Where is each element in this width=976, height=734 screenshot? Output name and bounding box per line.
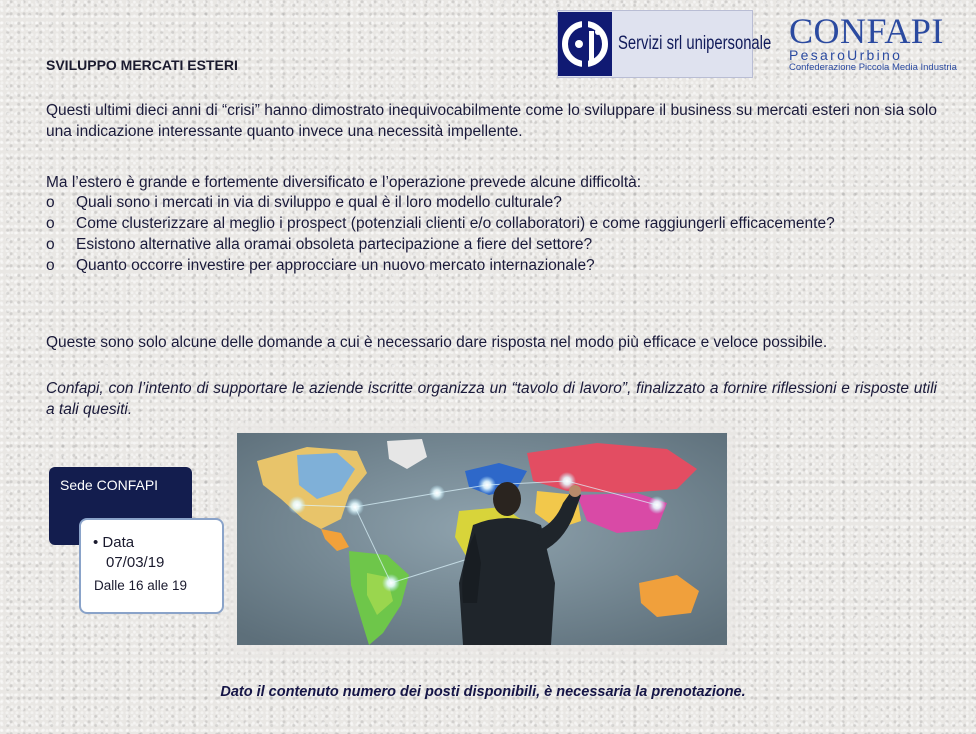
question-text: Come clusterizzare al meglio i prospect (potenziali clienti e/o collaboratori) e come raggiungerli efficacemente? [76, 215, 835, 232]
location-label: Sede CONFAPI [60, 477, 159, 493]
servizi-mark-icon [558, 12, 612, 76]
servizi-logo-text: Servizi srl unipersonale [618, 33, 772, 54]
list-item [46, 213, 937, 234]
questions-list [46, 192, 937, 276]
lead-paragraph: Ma l’estero è grande e fortemente diversificato e l’operazione prevede alcune difficoltà: [46, 174, 642, 191]
bullet-icon: o [46, 236, 55, 253]
confapi-paragraph: Confapi, con l’intento di supportare le aziende iscritte organizza un “tavolo di lavoro”, finalizzato a fornire riflessioni e risposte utili a tali quesiti. [46, 380, 937, 418]
list-item [46, 192, 937, 213]
bullet-icon: o [46, 257, 55, 274]
bullet-icon: o [46, 194, 55, 211]
confapi-logo-desc: Confederazione Piccola Media Industria [789, 62, 957, 73]
question-text: Quali sono i mercati in via di sviluppo e qual è il loro modello culturale? [76, 194, 562, 211]
confapi-logo-name: CONFAPI [789, 11, 944, 51]
date-label: • Data [93, 534, 135, 551]
date-box [79, 518, 224, 614]
closing-paragraph: Queste sono solo alcune delle domande a cui è necessario dare risposta nel modo più efficace e veloce possibile. [46, 334, 828, 351]
reservation-note: Dato il contenuto numero dei posti disponibili, è necessaria la prenotazione. [220, 684, 746, 700]
intro-paragraph: Questi ultimi dieci anni di “crisi” hanno dimostrato inequivocabilmente come lo sviluppare il business su mercati esteri non sia solo una indicazione interessante quanto invece una necessità impellente. [46, 102, 937, 140]
question-text: Quanto occorre investire per approcciare un nuovo mercato internazionale? [76, 257, 595, 274]
page-title: SVILUPPO MERCATI ESTERI [46, 57, 238, 73]
confapi-logo-sub: PesaroUrbino [789, 47, 903, 63]
world-map-image [237, 433, 727, 645]
list-item [46, 234, 937, 255]
bullet-icon: o [46, 215, 55, 232]
time-value: Dalle 16 alle 19 [94, 578, 188, 593]
date-value: 07/03/19 [106, 554, 165, 571]
question-text: Esistono alternative alla oramai obsoleta partecipazione a fiere del settore? [76, 236, 593, 253]
list-item [46, 255, 937, 276]
servizi-logo [557, 10, 772, 78]
confapi-logo [789, 11, 969, 74]
